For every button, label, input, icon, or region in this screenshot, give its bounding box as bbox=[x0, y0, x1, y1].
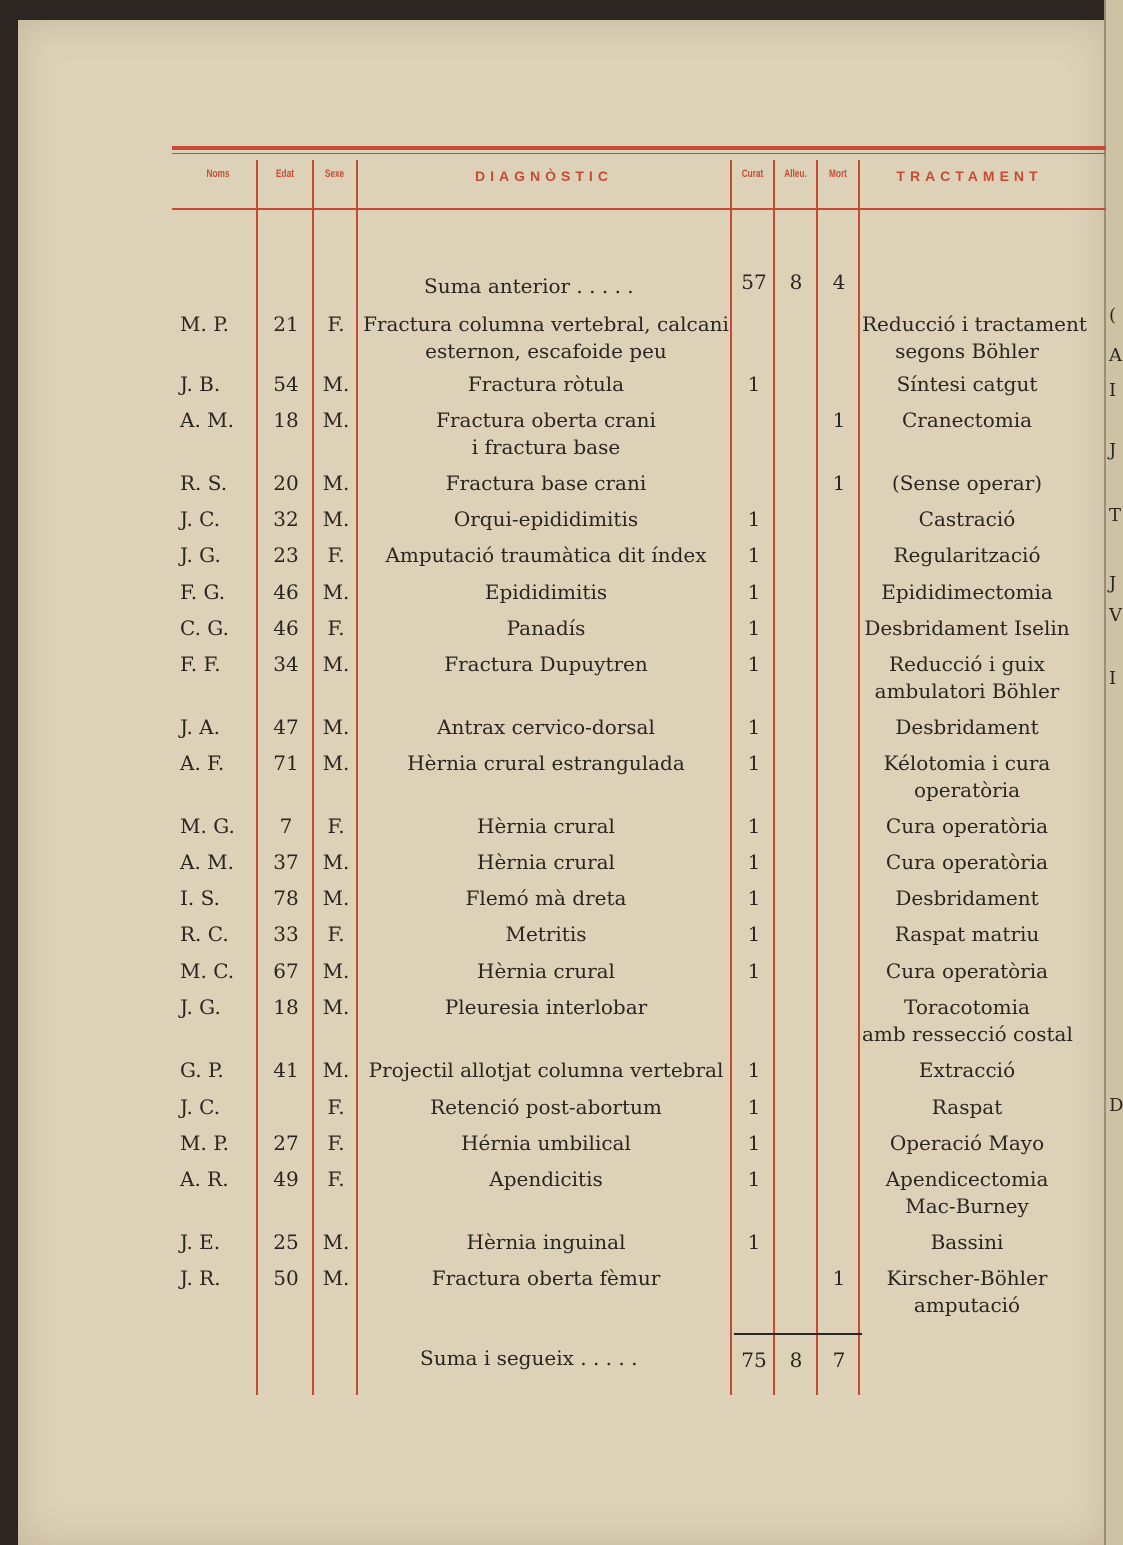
patient-name: A. M. bbox=[180, 850, 234, 874]
diagnosis-line: Fractura oberta fèmur bbox=[431, 1266, 661, 1290]
adjacent-page-letter: D bbox=[1109, 1095, 1123, 1116]
column-divider bbox=[816, 160, 818, 1395]
patient-sex: F. bbox=[327, 922, 345, 946]
death-count: 1 bbox=[832, 1266, 846, 1290]
previous-sum-mort: 4 bbox=[832, 270, 846, 294]
adjacent-page-letter: V bbox=[1109, 605, 1122, 626]
diagnosis-line: Hèrnia crural bbox=[477, 814, 615, 838]
patient-age: 34 bbox=[273, 652, 299, 676]
header-mort: Mort bbox=[829, 168, 847, 180]
treatment-line: Raspat bbox=[931, 1095, 1003, 1119]
header-top-rule bbox=[172, 146, 1106, 150]
curat-count: 1 bbox=[747, 1167, 761, 1191]
patient-name: J. B. bbox=[180, 372, 221, 396]
patient-sex: M. bbox=[322, 751, 350, 775]
patient-name: M. P. bbox=[180, 312, 229, 336]
patient-name: A. R. bbox=[180, 1167, 229, 1191]
treatment-line: Mac-Burney bbox=[905, 1194, 1029, 1218]
treatment-line: Cranectomia bbox=[901, 408, 1033, 432]
curat-count: 1 bbox=[747, 850, 761, 874]
header-top-rule-thin bbox=[172, 153, 1106, 154]
diagnosis-line: Fractura base crani bbox=[445, 471, 647, 495]
treatment-line: Desbridament Iselin bbox=[864, 616, 1070, 640]
patient-age: 71 bbox=[273, 751, 299, 775]
patient-age: 7 bbox=[279, 814, 293, 838]
curat-count: 1 bbox=[747, 507, 761, 531]
patient-name: J. G. bbox=[180, 543, 221, 567]
total-curat: 75 bbox=[741, 1348, 767, 1372]
patient-sex: F. bbox=[327, 312, 345, 336]
diagnosis-line: i fractura base bbox=[471, 435, 621, 459]
patient-sex: F. bbox=[327, 1095, 345, 1119]
diagnosis-line: Epididimitis bbox=[484, 580, 608, 604]
curat-count: 1 bbox=[747, 715, 761, 739]
diagnosis-line: Fractura columna vertebral, calcani bbox=[363, 312, 729, 336]
treatment-line: Apendicectomia bbox=[885, 1167, 1049, 1191]
previous-sum-alleu: 8 bbox=[789, 270, 803, 294]
patient-age: 27 bbox=[273, 1131, 299, 1155]
patient-sex: M. bbox=[322, 507, 350, 531]
patient-age: 23 bbox=[273, 543, 299, 567]
patient-sex: F. bbox=[327, 814, 345, 838]
header-noms: Noms bbox=[206, 168, 230, 180]
patient-name: G. P. bbox=[180, 1058, 224, 1082]
column-divider bbox=[356, 160, 358, 1395]
curat-count: 1 bbox=[747, 652, 761, 676]
diagnosis-line: Fractura Dupuytren bbox=[444, 652, 648, 676]
treatment-line: Cura operatòria bbox=[885, 850, 1049, 874]
diagnosis-line: Amputació traumàtica dit índex bbox=[385, 543, 707, 567]
patient-name: A. M. bbox=[180, 408, 234, 432]
patient-age: 21 bbox=[273, 312, 299, 336]
patient-name: J. G. bbox=[180, 995, 221, 1019]
curat-count: 1 bbox=[747, 922, 761, 946]
treatment-line: Regularització bbox=[893, 543, 1041, 567]
diagnosis-line: Fractura oberta crani bbox=[436, 408, 656, 432]
patient-sex: M. bbox=[322, 580, 350, 604]
diagnosis-line: Orqui-epididimitis bbox=[453, 507, 639, 531]
patient-age: 18 bbox=[273, 408, 299, 432]
curat-count: 1 bbox=[747, 616, 761, 640]
treatment-line: Raspat matriu bbox=[894, 922, 1040, 946]
diagnosis-line: Pleuresia interlobar bbox=[444, 995, 648, 1019]
patient-name: M. G. bbox=[180, 814, 235, 838]
patient-age: 50 bbox=[273, 1266, 299, 1290]
death-count: 1 bbox=[832, 408, 846, 432]
adjacent-page-letter: I bbox=[1109, 668, 1117, 689]
patient-name: C. G. bbox=[180, 616, 229, 640]
diagnosis-line: esternon, escafoide peu bbox=[425, 339, 667, 363]
diagnosis-line: Apendicitis bbox=[489, 1167, 603, 1191]
curat-count: 1 bbox=[747, 372, 761, 396]
header-tractament: TRACTAMENT bbox=[896, 168, 1043, 184]
treatment-line: amb ressecció costal bbox=[862, 1022, 1073, 1046]
curat-count: 1 bbox=[747, 751, 761, 775]
header-curat: Curat bbox=[741, 168, 764, 180]
patient-age: 67 bbox=[273, 959, 299, 983]
total-mort: 7 bbox=[832, 1348, 846, 1372]
patient-age: 20 bbox=[273, 471, 299, 495]
patient-age: 47 bbox=[273, 715, 299, 739]
patient-sex: M. bbox=[322, 471, 350, 495]
diagnosis-line: Projectil allotjat columna vertebral bbox=[368, 1058, 724, 1082]
header-diagnostic: DIAGNÒSTIC bbox=[475, 168, 613, 184]
diagnosis-line: Antrax cervico-dorsal bbox=[437, 715, 655, 739]
patient-sex: M. bbox=[322, 850, 350, 874]
patient-sex: M. bbox=[322, 1058, 350, 1082]
treatment-line: segons Böhler bbox=[895, 339, 1039, 363]
patient-age: 78 bbox=[273, 886, 299, 910]
patient-name: I. S. bbox=[180, 886, 220, 910]
treatment-line: Kélotomia i cura bbox=[883, 751, 1051, 775]
column-divider bbox=[858, 160, 860, 1395]
diagnosis-line: Metritis bbox=[505, 922, 587, 946]
patient-sex: F. bbox=[327, 616, 345, 640]
column-divider bbox=[256, 160, 258, 1395]
patient-sex: M. bbox=[322, 372, 350, 396]
treatment-line: (Sense operar) bbox=[891, 471, 1043, 495]
patient-age: 41 bbox=[273, 1058, 299, 1082]
patient-age: 25 bbox=[273, 1230, 299, 1254]
treatment-line: Extracció bbox=[918, 1058, 1016, 1082]
patient-age: 32 bbox=[273, 507, 299, 531]
previous-sum-label: Suma anterior . . . . . bbox=[424, 274, 634, 298]
patient-name: J. C. bbox=[180, 507, 221, 531]
treatment-line: Epididimectomia bbox=[881, 580, 1053, 604]
adjacent-page-edge bbox=[1104, 0, 1123, 1545]
total-rule bbox=[734, 1333, 862, 1335]
treatment-line: Cura operatòria bbox=[885, 814, 1049, 838]
patient-name: J. R. bbox=[180, 1266, 221, 1290]
patient-age: 49 bbox=[273, 1167, 299, 1191]
death-count: 1 bbox=[832, 471, 846, 495]
patient-name: J. E. bbox=[180, 1230, 221, 1254]
patient-age: 46 bbox=[273, 616, 299, 640]
patient-name: M. C. bbox=[180, 959, 235, 983]
patient-age: 37 bbox=[273, 850, 299, 874]
treatment-line: Desbridament bbox=[895, 715, 1039, 739]
diagnosis-line: Retenció post-abortum bbox=[430, 1095, 662, 1119]
patient-sex: M. bbox=[322, 652, 350, 676]
treatment-line: operatòria bbox=[913, 778, 1021, 802]
treatment-line: Reducció i tractament bbox=[862, 312, 1087, 336]
adjacent-page-letter: J bbox=[1109, 573, 1117, 594]
treatment-line: amputació bbox=[913, 1293, 1021, 1317]
curat-count: 1 bbox=[747, 1230, 761, 1254]
curat-count: 1 bbox=[747, 580, 761, 604]
treatment-line: Desbridament bbox=[895, 886, 1039, 910]
header-edat: Edat bbox=[276, 168, 294, 180]
treatment-line: Castració bbox=[918, 507, 1016, 531]
patient-sex: M. bbox=[322, 1266, 350, 1290]
treatment-line: Operació Mayo bbox=[889, 1131, 1045, 1155]
adjacent-page-letter: J bbox=[1109, 440, 1117, 461]
previous-sum-curat: 57 bbox=[741, 270, 767, 294]
treatment-line: Reducció i guix bbox=[889, 652, 1045, 676]
patient-sex: F. bbox=[327, 1131, 345, 1155]
curat-count: 1 bbox=[747, 1131, 761, 1155]
curat-count: 1 bbox=[747, 814, 761, 838]
patient-age: 18 bbox=[273, 995, 299, 1019]
patient-sex: F. bbox=[327, 1167, 345, 1191]
treatment-line: Kirscher-Böhler bbox=[886, 1266, 1048, 1290]
diagnosis-line: Hèrnia crural estrangulada bbox=[407, 751, 685, 775]
adjacent-page-letter: T bbox=[1109, 505, 1122, 526]
patient-sex: M. bbox=[322, 1230, 350, 1254]
patient-sex: M. bbox=[322, 959, 350, 983]
patient-sex: M. bbox=[322, 886, 350, 910]
treatment-line: Toracotomia bbox=[904, 995, 1030, 1019]
total-alleu: 8 bbox=[789, 1348, 803, 1372]
patient-age: 54 bbox=[273, 372, 299, 396]
patient-name: J. C. bbox=[180, 1095, 221, 1119]
adjacent-page-letter: I bbox=[1109, 380, 1117, 401]
patient-name: M. P. bbox=[180, 1131, 229, 1155]
curat-count: 1 bbox=[747, 886, 761, 910]
patient-sex: M. bbox=[322, 995, 350, 1019]
treatment-line: Cura operatòria bbox=[885, 959, 1049, 983]
patient-sex: F. bbox=[327, 543, 345, 567]
patient-name: A. F. bbox=[180, 751, 225, 775]
patient-age: 46 bbox=[273, 580, 299, 604]
diagnosis-line: Hèrnia crural bbox=[477, 850, 615, 874]
curat-count: 1 bbox=[747, 543, 761, 567]
patient-age: 33 bbox=[273, 922, 299, 946]
curat-count: 1 bbox=[747, 1095, 761, 1119]
patient-name: J. A. bbox=[180, 715, 220, 739]
diagnosis-line: Hèrnia inguinal bbox=[466, 1230, 626, 1254]
column-divider bbox=[773, 160, 775, 1395]
diagnosis-line: Panadís bbox=[506, 616, 586, 640]
diagnosis-line: Fractura ròtula bbox=[467, 372, 625, 396]
curat-count: 1 bbox=[747, 1058, 761, 1082]
patient-name: F. F. bbox=[180, 652, 221, 676]
patient-name: R. S. bbox=[180, 471, 228, 495]
treatment-line: Síntesi catgut bbox=[896, 372, 1038, 396]
diagnosis-line: Hérnia umbilical bbox=[461, 1131, 631, 1155]
header-sexe: Sexe bbox=[324, 168, 345, 180]
patient-name: R. C. bbox=[180, 922, 229, 946]
curat-count: 1 bbox=[747, 959, 761, 983]
patient-sex: M. bbox=[322, 408, 350, 432]
total-label: Suma i segueix . . . . . bbox=[420, 1346, 638, 1370]
adjacent-page-letter: A bbox=[1109, 345, 1122, 366]
treatment-line: Bassini bbox=[930, 1230, 1004, 1254]
diagnosis-line: Flemó mà dreta bbox=[465, 886, 627, 910]
adjacent-page-letter: ( bbox=[1109, 305, 1117, 326]
patient-name: F. G. bbox=[180, 580, 226, 604]
patient-sex: M. bbox=[322, 715, 350, 739]
diagnosis-line: Hèrnia crural bbox=[477, 959, 615, 983]
treatment-line: ambulatori Böhler bbox=[874, 679, 1060, 703]
header-alleu: Alleu. bbox=[784, 168, 807, 180]
column-divider bbox=[312, 160, 314, 1395]
